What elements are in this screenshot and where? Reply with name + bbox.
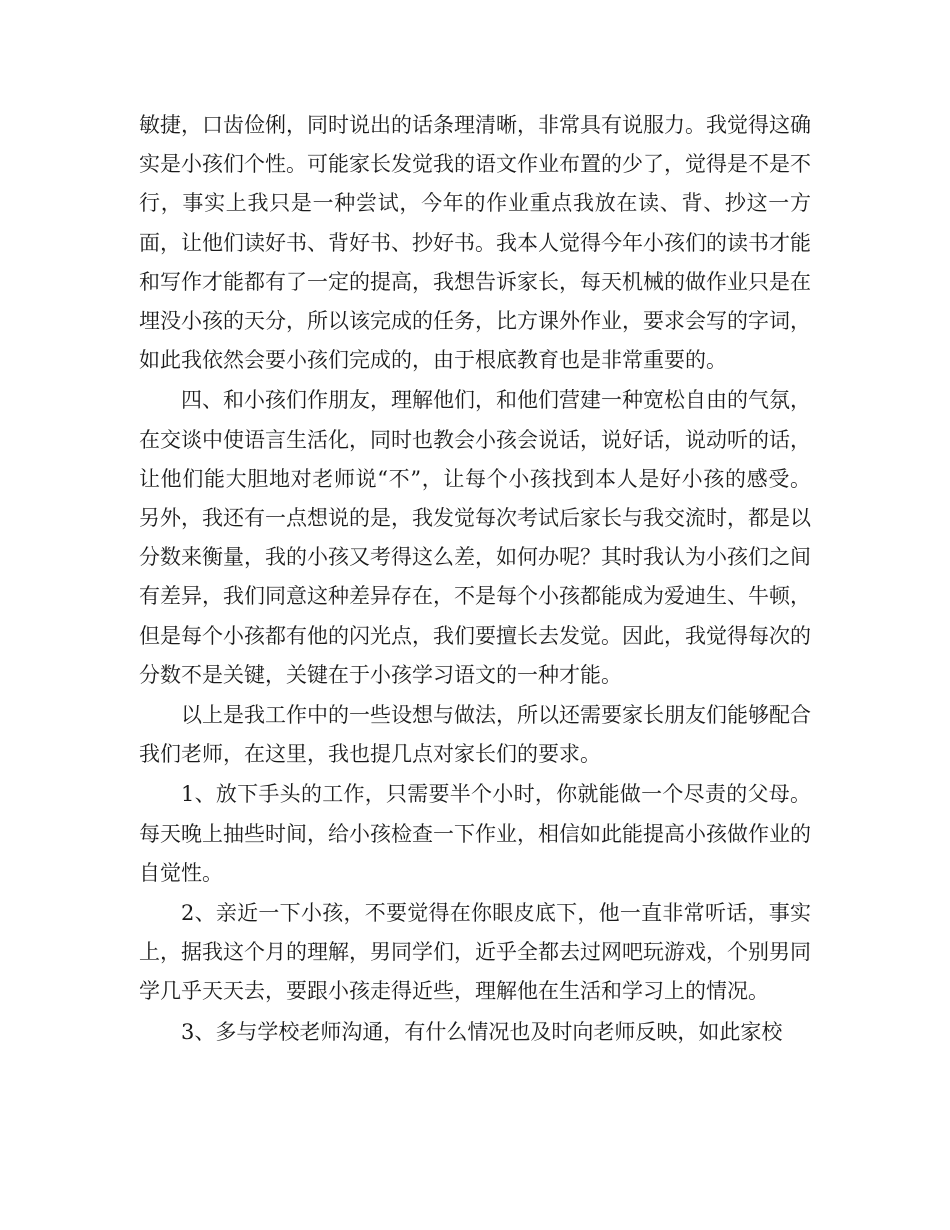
paragraph-request-3: 3、多与学校老师沟通，有什么情况也及时向老师反映，如此家校 <box>181 1019 783 1044</box>
paragraph-request-2: 2、亲近一下小孩，不要觉得在你眼皮底下，他一直非常听话，事实上，据我这个月的理解，男同学们，近乎全都去过网吧玩游戏，个别男同学几乎天天去，要跟小孩走得近些，理解他在生活和学习上的情况。 <box>139 901 811 1004</box>
paragraph-parent-requests-intro: 以上是我工作中的一些设想与做法，所以还需要家长朋友们能够配合我们老师，在这里，我也提几点对家长们的要求。 <box>139 703 811 767</box>
paragraph-section-four: 四、和小孩们作朋友，理解他们，和他们营建一种宽松自由的气氛，在交谈中使语言生活化，同时也教会小孩会说话，说好话，说动听的话，让他们能大胆地对老师说“不”，让每个小孩找到本人是好小孩的感受。另外，我还有一点想说的是，我发觉每次考试后家长与我交流时，都是以分数来衡量，我的小孩又考得这么差，如何办呢？其时我认为小孩们之间有差异，我们同意这种差异存在，不是每个小孩都能成为爱迪生、牛顿，但是每个小孩都有他的闪光点，我们要擅长去发觉。因此，我觉得每次的分数不是关键，关键在于小孩学习语文的一种才能。 <box>139 388 811 687</box>
paragraph-request-1: 1、放下手头的工作，只需要半个小时，你就能做一个尽责的父母。每天晚上抽些时间，给小孩检查一下作业，相信如此能提高小孩做作业的自觉性。 <box>139 782 811 885</box>
paragraph-continuation: 敏捷，口齿俭俐，同时说出的话条理清晰，非常具有说服力。我觉得这确实是小孩们个性。可能家长发觉我的语文作业布置的少了，觉得是不是不行，事实上我只是一种尝试，今年的作业重点我放在读、背、抄这一方面，让他们读好书、背好书、抄好书。我本人觉得今年小孩们的读书才能和写作才能都有了一定的提高，我想告诉家长，每天机械的做作业只是在埋没小孩的天分，所以该完成的任务，比方课外作业，要求会写的字词，如此我依然会要小孩们完成的，由于根底教育也是非常重要的。 <box>139 113 811 373</box>
body-text <box>139 106 811 1052</box>
